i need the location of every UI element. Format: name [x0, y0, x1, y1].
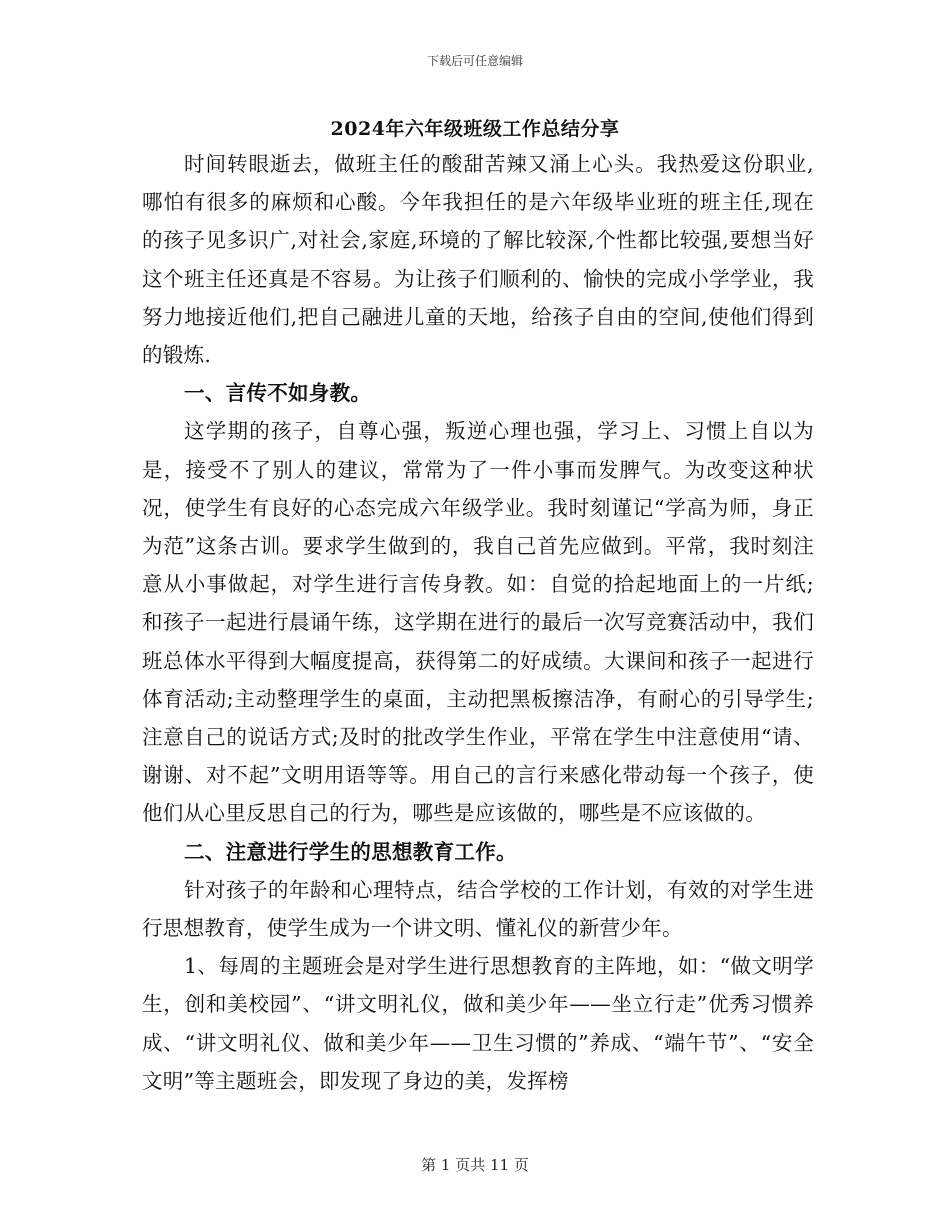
paragraph-section-1: 这学期的孩子，自尊心强，叛逆心理也强，学习上、习惯上自以为是，接受不了别人的建议，常常为了一件小事而发脾气。为改变这种状况，使学生有良好的心态完成六年级学业。我时刻谨记“学高为师，身正为范”这条古训。要求学生做到的，我自己首先应做到。平常，我时刻注意从小事做起，对学生进行言传身教。如：自觉的拾起地面上的一片纸;和孩子一起进行晨诵午练，这学期在进行的最后一次写竞赛活动中，我们班总体水平得到大幅度提高，获得第二的好成绩。大课间和孩子一起进行体育活动;主动整理学生的桌面，主动把黑板擦洁净，有耐心的引导学生;注意自己的说话方式;及时的批改学生作业，平常在学生中注意使用“请、谢谢、对不起”文明用语等等。用自己的言行来感化带动每一个孩子，使他们从心里反思自己的行为，哪些是应该做的，哪些是不应该做的。	[142, 419, 814, 826]
paragraph-section-2: 针对孩子的年龄和心理特点，结合学校的工作计划，有效的对学生进行思想教育，使学生成为一个讲文明、懂礼仪的新营少年。	[142, 877, 814, 941]
section-heading-1: 一、言传不如身教。	[184, 381, 372, 406]
page-footer: 第 1 页共 11 页	[421, 1156, 529, 1174]
paragraph-item-1: 1、每周的主题班会是对学生进行思想教育的主阵地，如：“做文明学生，创和美校园”、“讲文明礼仪，做和美少年——坐立行走”优秀习惯养成、“讲文明礼仪、做和美少年——卫生习惯的”养成、“端午节”、“安全文明”等主题班会，即发现了身边的美，发挥榜	[142, 954, 814, 1093]
paragraph-intro: 时间转眼逝去，做班主任的酸甜苦辣又涌上心头。我热爱这份职业,哪怕有很多的麻烦和心酸。今年我担任的是六年级毕业班的班主任,现在的孩子见多识广,对社会,家庭,环境的了解比较深,个性都比较强,要想当好这个班主任还真是不容易。为让孩子们顺利的、愉快的完成小学学业，我努力地接近他们,把自己融进儿童的天地，给孩子自由的空间,使他们得到的锻炼.	[142, 152, 814, 368]
header-note: 下载后可任意编辑	[426, 54, 523, 68]
document-body	[142, 145, 814, 1100]
section-heading-2: 二、注意进行学生的思想教育工作。	[184, 839, 517, 864]
document-title: 2024年六年级班级工作总结分享	[330, 118, 620, 140]
